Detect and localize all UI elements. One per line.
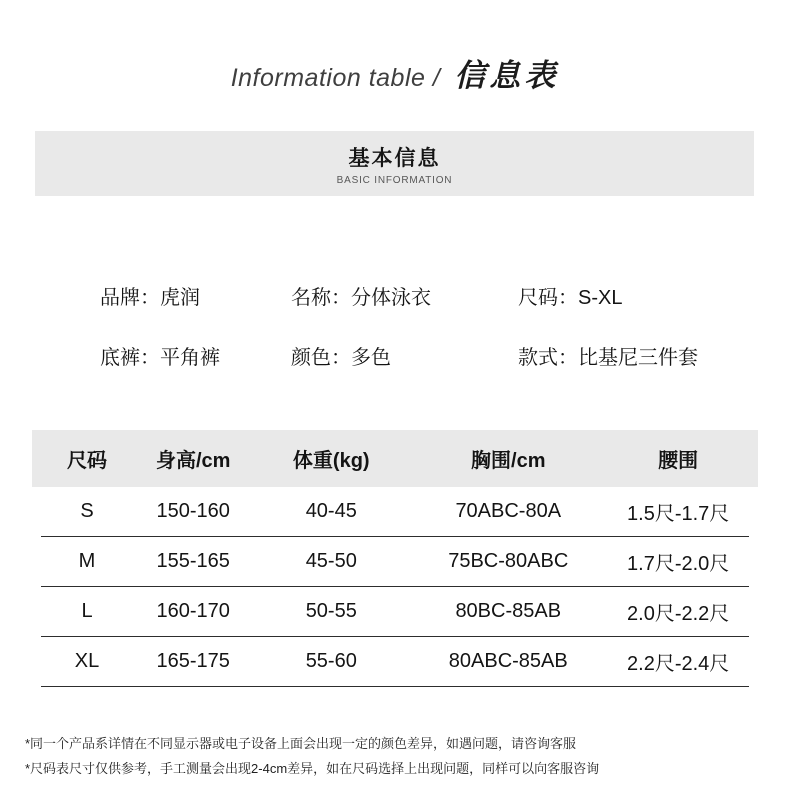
- table-cell: 2.2尺-2.4尺: [627, 653, 730, 675]
- column-header: 胸围/cm: [471, 450, 546, 472]
- table-row: [41, 637, 749, 687]
- footnote: *同一个产品系详情在不同显示器或电子设备上面会出现一定的颜色差异，如遇问题，请咨询客服: [25, 736, 577, 751]
- size-table: [32, 430, 758, 687]
- table-row: [41, 537, 749, 587]
- table-cell: S: [80, 500, 94, 522]
- column-header: 体重(kg): [292, 450, 370, 472]
- table-row: [41, 487, 749, 537]
- column-header: 腰围: [658, 450, 699, 472]
- basic-info-heading-en: BASIC INFORMATION: [336, 174, 453, 186]
- table-cell: 155-165: [156, 550, 230, 572]
- info-field: 款式：比基尼三件套: [518, 347, 698, 369]
- table-cell: 2.0尺-2.2尺: [627, 603, 730, 625]
- table-cell: 40-45: [305, 500, 357, 522]
- table-cell: 80BC-85AB: [455, 600, 562, 622]
- table-cell: 1.7尺-2.0尺: [627, 553, 730, 575]
- size-table-header: [32, 430, 758, 487]
- table-cell: 1.5尺-1.7尺: [627, 503, 730, 525]
- table-cell: 165-175: [156, 650, 230, 672]
- basic-info-heading-zh: 基本信息: [348, 146, 441, 170]
- table-cell: 150-160: [156, 500, 230, 522]
- info-field: 尺码：S-XL: [518, 287, 623, 309]
- table-cell: L: [81, 600, 93, 622]
- info-field: 名称：分体泳衣: [291, 287, 431, 309]
- table-cell: 75BC-80ABC: [448, 550, 569, 572]
- column-header: 身高/cm: [155, 450, 231, 472]
- table-cell: XL: [74, 650, 100, 672]
- page-title: [0, 50, 790, 95]
- page-title-zh: 信息表: [454, 58, 560, 93]
- footnotes: [25, 731, 765, 781]
- table-cell: 50-55: [305, 600, 357, 622]
- table-row: [41, 587, 749, 637]
- info-field: 颜色：多色: [291, 347, 391, 369]
- basic-info-banner: [35, 131, 754, 196]
- footnote: *尺码表尺寸仅供参考，手工测量会出现2-4cm差异，如在尺码选择上出现问题，同样可以向客服咨询: [25, 761, 600, 776]
- table-cell: 55-60: [305, 650, 357, 672]
- table-cell: 70ABC-80A: [455, 500, 562, 522]
- table-cell: 80ABC-85AB: [448, 650, 568, 672]
- info-field: 底裤：平角裤: [100, 347, 220, 369]
- table-cell: 160-170: [156, 600, 230, 622]
- column-header: 尺码: [67, 450, 108, 472]
- table-cell: M: [78, 550, 96, 572]
- table-cell: 45-50: [305, 550, 357, 572]
- info-field: 品牌：虎润: [100, 287, 200, 309]
- page-title-en: Information table /: [230, 64, 441, 92]
- size-table-body: [32, 487, 758, 687]
